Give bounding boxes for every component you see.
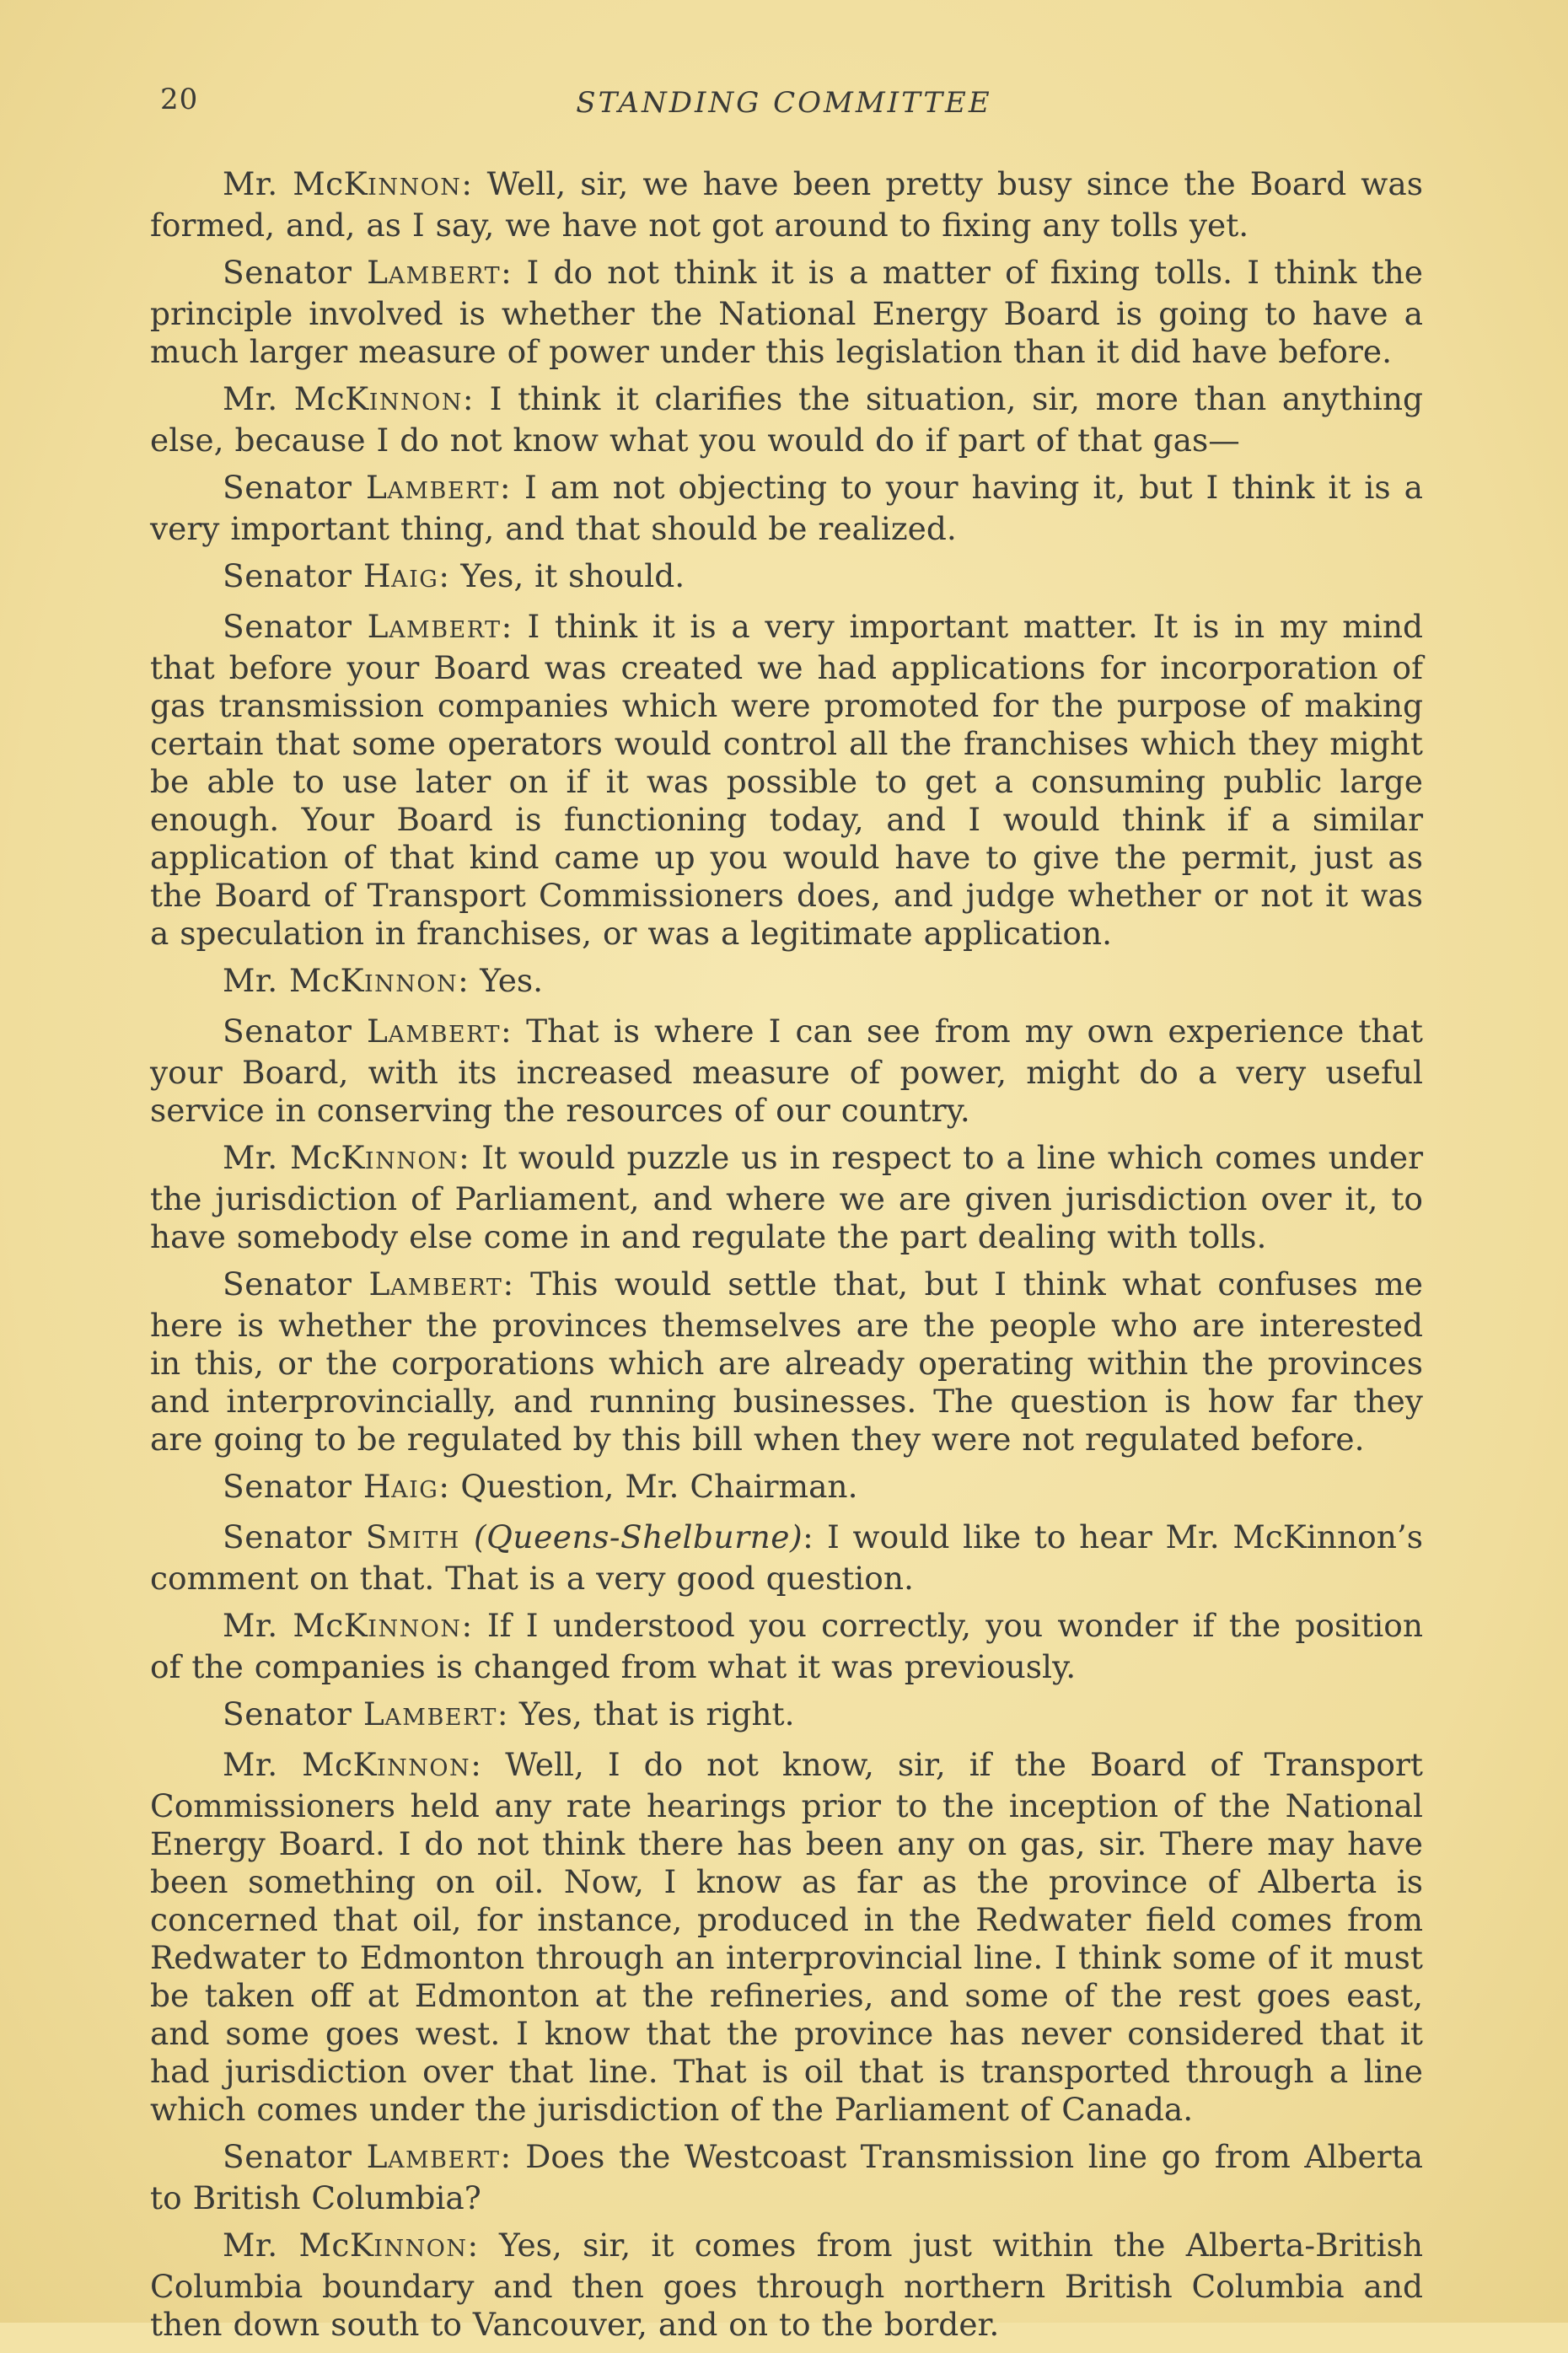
paragraph-6 [150, 608, 1423, 953]
speaker-name: Senator LAMBERT: [223, 1695, 508, 1733]
paragraph-text: I do not think it is a matter of fixing tolls. I think the principle involved is whether the National Energy Board is going to have a much larger measure of power under this legislation than it did have before. [150, 254, 1423, 370]
paragraph-12 [150, 1518, 1423, 1598]
paragraph-9 [150, 1139, 1423, 1256]
paragraph-text: Yes, it should. [449, 557, 685, 594]
speaker-name: Mr. McKINNON: [223, 1607, 473, 1644]
running-title: STANDING COMMITTEE [576, 86, 992, 120]
paragraph-1 [150, 165, 1423, 244]
speaker-name: Senator LAMBERT: [223, 1265, 514, 1303]
paragraph-text: Yes, sir, it comes from just within the Alberta-British Columbia boundary and then goes through northern British Columbia and then down south to Vancouver, and on to the border. [150, 2227, 1424, 2343]
paragraph-13 [150, 1607, 1423, 1686]
speaker-name: Mr. McKINNON: [223, 1746, 482, 1783]
paragraph-15 [150, 1746, 1423, 2129]
speaker-name: Mr. McKINNON: [223, 962, 470, 999]
speaker-name: Senator LAMBERT: [223, 2138, 512, 2175]
paragraph-text: Question, Mr. Chairman. [449, 1468, 858, 1505]
speaker-name: Senator HAIG: [223, 557, 450, 594]
paragraph-text: Yes. [469, 962, 544, 999]
speaker-name: Mr. McKINNON: [223, 380, 475, 417]
speaker-name: Mr. McKINNON: [223, 165, 473, 202]
speaker-name: Senator SMITH (Queens-Shelburne): [223, 1518, 814, 1555]
paragraph-11 [150, 1468, 1423, 1509]
speaker-name: Senator LAMBERT: [223, 469, 512, 506]
paragraph-text: I think it clarifies the situation, sir, more than anything else, because I do not know what you would do if part of that gas— [150, 380, 1423, 459]
paragraph-text: If I understood you correctly, you wonder if the position of the companies is changed from what it was previously. [150, 1607, 1423, 1685]
transcript-body [150, 165, 1423, 2353]
paragraph-text: Yes, that is right. [508, 1695, 795, 1733]
paragraph-14 [150, 1695, 1423, 1737]
paragraph-text: Does the Westcoast Transmission line go from Alberta to British Columbia? [150, 2138, 1424, 2216]
speaker-name: Senator HAIG: [223, 1468, 450, 1505]
paragraph-text: Well, sir, we have been pretty busy since the Board was formed, and, as I say, we have not got around to fixing any tolls yet. [150, 165, 1424, 244]
paragraph-17 [150, 2227, 1423, 2344]
paragraph-4 [150, 469, 1423, 548]
paragraph-text: I think it is a very important matter. It is in my mind that before your Board was created we had applications for incorporation of gas transmission companies which were promoted for the purpose of making certain that some operators would control all the franchises which they might be able to use later on if it was possible to get a consuming public large enough. Your Board is functioning today, and I would think if a similar application of that kind came up you would have to give the permit, just as the Board of Transport Commissioners does, and judge whether or not it was a speculation in franchises, or was a legitimate application. [150, 608, 1424, 952]
paragraph-2 [150, 254, 1423, 371]
paragraph-8 [150, 1013, 1423, 1130]
paragraph-text: I would like to hear Mr. McKinnon’s comment on that. That is a very good question. [150, 1518, 1424, 1597]
speaker-name: Mr. McKINNON: [223, 2227, 479, 2264]
paragraph-7 [150, 962, 1423, 1003]
speaker-name: Senator LAMBERT: [223, 1013, 513, 1050]
paragraph-text: Well, I do not know, sir, if the Board of Transport Commissioners held any rate hearings prior to the inception of the National Energy Board. I do not think there has been any on gas, sir. There may have been something on oil. Now, I know as far as the province of Alberta is concerned that oil, for instance, produced in the Redwater field comes from Redwater to Edmonton through an interprovincial line. I think some of it must be taken off at Edmonton at the refineries, and some of the rest goes east, and some goes west. I know that the province has never considered that it had jurisdiction over that line. That is oil that is transported through a line which comes under the jurisdiction of the Parliament of Canada. [150, 1746, 1423, 2128]
speaker-name: Senator LAMBERT: [223, 254, 513, 291]
paragraph-5 [150, 557, 1423, 599]
speaker-name: Senator LAMBERT: [223, 608, 513, 645]
paragraph-3 [150, 380, 1423, 459]
page-number: 20 [160, 83, 199, 116]
paragraph-text: That is where I can see from my own experience that your Board, with its increased measure of power, might do a very useful service in conserving the resources of our country. [150, 1013, 1424, 1129]
paragraph-text: I am not objecting to your having it, but I think it is a very important thing, and that should be realized. [150, 469, 1423, 547]
speaker-name: Mr. McKINNON: [223, 1139, 470, 1176]
paragraph-text: It would puzzle us in respect to a line which comes under the jurisdiction of Parliament, and where we are given jurisdiction over it, to have somebody else come in and regulate the part dealing with tolls. [150, 1139, 1423, 1255]
paragraph-10 [150, 1265, 1423, 1459]
paragraph-16 [150, 2138, 1423, 2217]
paragraph-text: This would settle that, but I think what confuses me here is whether the provinces themselves are the people who are interested in this, or the corporations which are already operating within the provinces and interprovincially, and running businesses. The question is how far they are going to be regulated by this bill when they were not regulated before. [150, 1265, 1424, 1458]
